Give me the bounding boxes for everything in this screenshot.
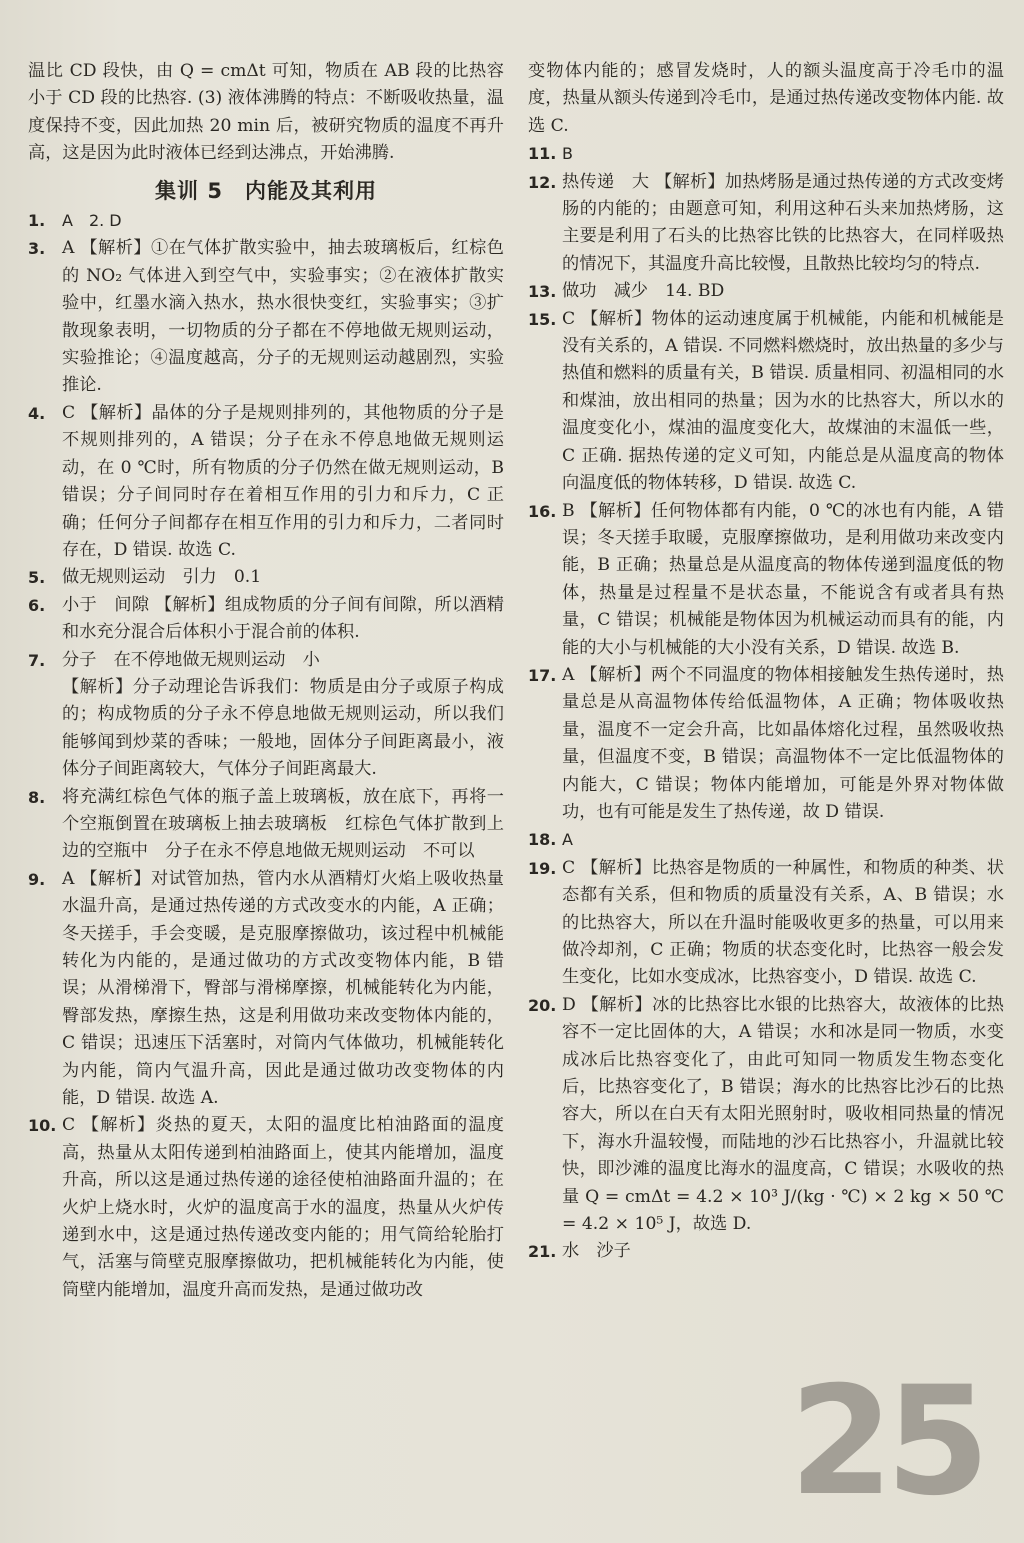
item-number: 8. — [28, 787, 46, 807]
item-number: 10. — [28, 1116, 57, 1136]
item-text: C 【解析】比热容是物质的一种属性，和物质的种类、状态都有关系，但和物质的质量没有关系，A、B 错误；水的比热容大，所以在升温时能吸收更多的热量，可以用来做冷却剂，C 正确；物质的状态变化时，比热容一般会发生变化，比如水变成冰，比热容变小，D 错误. 故选 C. — [562, 857, 1004, 988]
answer-explanation — [28, 674, 504, 784]
item-text: 分子 在不停地做无规则运动 小 — [62, 649, 320, 670]
item-number: 7. — [28, 650, 46, 670]
item-number: 9. — [28, 869, 46, 889]
answer-item — [28, 235, 504, 399]
item-text: A 【解析】对试管加热，管内水从酒精灯火焰上吸收热量水温升高，是通过热传递的方式改变水的内能，A 正确；冬天搓手，手会变暖，是克服摩擦做功，该过程中机械能转化为内能的，是通过做功的方式改变物体内能，B 错误；从滑梯滑下，臀部与滑梯摩擦，机械能转化为内能，臀部发热，摩擦生热，这是利用做功来改变物体内能的，C 错误；迅速压下活塞时，对筒内气体做功，机械能转化为内能，筒内气温升高，因此是通过做功改变物体的内能，D 错误. 故选 A. — [62, 868, 504, 1109]
item-text: C 【解析】物体的运动速度属于机械能，内能和机械能是没有关系的，A 错误. 不同燃料燃烧时，放出热量的多少与热值和燃料的质量有关，B 错误. 质量相同、初温相同的水和煤油，放出相同的热量；因为水的比热容大，所以水的温度变化小，煤油的温度变化大，故煤油的末温低一些，C 正确. 据热传递的定义可知，内能总是从温度高的物体向温度低的物体转移，D 错误. 故选 C. — [562, 308, 1004, 494]
answer-item — [528, 855, 1004, 992]
item-text: A 【解析】两个不同温度的物体相接触发生热传递时，热量总是从高温物体传给低温物体，A 正确；物体吸收热量，温度不一定会升高，比如晶体熔化过程，虽然吸收热量，但温度不变，B 错误；高温物体不一定比低温物体的内能大，C 错误；物体内能增加，可能是外界对物体做功，也有可能是发生了热传递，故 D 错误. — [562, 664, 1004, 822]
item-number: 20. — [528, 995, 557, 1015]
item-text: A 2. D — [62, 211, 122, 231]
right-column — [528, 58, 1004, 1266]
item-text: 小于 间隙 【解析】组成物质的分子间有间隙，所以酒精和水充分混合后体积小于混合前的体积. — [62, 594, 504, 643]
answer-item — [528, 826, 1004, 854]
answer-item — [528, 140, 1004, 168]
item-number: 5. — [28, 568, 46, 588]
answer-item — [28, 564, 504, 591]
item-text: 热传递 大 【解析】加热烤肠是通过热传递的方式改变烤肠的内能的；由题意可知，利用这种石头来加热烤肠，这主要是利用了石头的比热容比铁的比热容大，在同样吸热的情况下，其温度升高比较慢，且散热比较均匀的特点. — [562, 171, 1004, 274]
page-number: 25 — [789, 1355, 982, 1529]
item-number: 16. — [528, 501, 557, 521]
item-number: 13. — [528, 282, 557, 302]
answer-item — [28, 1112, 504, 1304]
item-text: B — [562, 144, 573, 164]
answer-item — [528, 992, 1004, 1239]
answer-item — [28, 207, 504, 235]
item-number: 21. — [528, 1242, 557, 1262]
item-text: 【解析】分子动理论告诉我们：物质是由分子或原子构成的；构成物质的分子永不停息地做无规则运动，所以我们能够闻到炒菜的香味；一般地，固体分子间距离最小，液体分子间距离较大，气体分子间距离最大. — [62, 676, 504, 780]
answer-item — [528, 662, 1004, 826]
item-text: C 【解析】晶体的分子是规则排列的，其他物质的分子是不规则排列的，A 错误；分子在永不停息地做无规则运动，在 0 ℃时，所有物质的分子仍然在做无规则运动，B 错误；分子间同时存在着相互作用的引力和斥力，C 正确；任何分子间都存在相互作用的引力和斥力，二者同时存在，D 错误. 故选 C. — [62, 402, 504, 560]
section-title: 集训 5 内能及其利用 — [155, 178, 377, 203]
item-number: 12. — [528, 172, 557, 192]
item-text: B 【解析】任何物体都有内能，0 ℃的冰也有内能，A 错误；冬天搓手取暖，克服摩擦做功，是利用做功来改变内能，B 正确；热量总是从温度高的物体传递到温度低的物体，热量是过程量不是状态量，不能说含有或者具有热量，C 错误；机械能是物体因为机械运动而具有的能，内能的大小与机械能的大小没有关系，D 错误. 故选 B. — [562, 500, 1004, 658]
answer-item — [28, 866, 504, 1113]
item-text: D 【解析】冰的比热容比水银的比热容大，故液体的比热容不一定比固体的大，A 错误；水和冰是同一物质，水变成冰后比热容变化了，由此可知同一物质发生物态变化后，比热容变化了，B 错误；海水的比热容比沙石的比热容大，所以在白天有太阳光照射时，吸收相同热量的情况下，海水升温较慢，而陆地的沙石比热容小，升温就比较快，即沙滩的温度比海水的温度高，C 错误；水吸收的热量 Q = cmΔt = 4.2 × 10³ J/(kg · ℃) × 2 kg × 50 ℃ = 4.2 × 10⁵ J，故选 D. — [562, 994, 1004, 1235]
continued-paragraph: 温比 CD 段快，由 Q = cmΔt 可知，物质在 AB 段的比热容小于 CD 段的比热容. (3) 液体沸腾的特点：不断吸收热量，温度保持不变，因此加热 20 min 后，被研究物质的温度不再升高，这是因为此时液体已经到达沸点，开始沸腾. — [28, 61, 504, 164]
item-text: C 【解析】炎热的夏天，太阳的温度比柏油路面的温度高，热量从太阳传递到柏油路面上，使其内能增加，温度升高，所以这是通过热传递的途径使柏油路面升温的；在火炉上烧水时，火炉的温度高于水的温度，热量从火炉传递到水中，这是通过热传递改变内能的；用气筒给轮胎打气，活塞与筒壁克服摩擦做功，把机械能转化为内能，使筒壁内能增加，温度升高而发热，是通过做功改 — [62, 1115, 504, 1300]
item-number: 11. — [528, 144, 557, 164]
left-column — [28, 58, 504, 1304]
answer-item — [528, 306, 1004, 498]
answer-item — [528, 1238, 1004, 1265]
item-number: 4. — [28, 403, 46, 423]
item-number: 15. — [528, 309, 557, 329]
item-number: 17. — [528, 665, 557, 685]
answer-item — [28, 592, 504, 647]
answer-item — [528, 169, 1004, 279]
item-number: 6. — [28, 595, 46, 615]
item-text: 做功 减少 14. BD — [562, 281, 725, 302]
item-text: 做无规则运动 引力 0.1 — [62, 567, 262, 588]
item-text: A — [562, 830, 573, 850]
item-text: 将充满红棕色气体的瓶子盖上玻璃板，放在底下，再将一个空瓶倒置在玻璃板上抽去玻璃板 红棕色气体扩散到上边的空瓶中 分子在永不停息地做无规则运动 不可以 — [62, 786, 504, 862]
continued-paragraph: 变物体内能的；感冒发烧时，人的额头温度高于冷毛巾的温度，热量从额头传递到冷毛巾，是通过热传递改变物体内能. 故选 C. — [528, 61, 1004, 136]
item-number: 3. — [28, 239, 46, 259]
answer-item — [528, 278, 1004, 305]
answer-item — [28, 400, 504, 564]
item-number: 19. — [528, 858, 557, 878]
item-number: 1. — [28, 211, 46, 231]
answer-item — [28, 784, 504, 866]
item-text: 水 沙子 — [562, 1241, 631, 1262]
answer-item — [528, 498, 1004, 662]
answer-item — [28, 647, 504, 674]
item-text: A 【解析】①在气体扩散实验中，抽去玻璃板后，红棕色的 NO₂ 气体进入到空气中，实验事实；②在液体扩散实验中，红墨水滴入热水，热水很快变红，实验事实；③扩散现象表明，一切物质的分子都在不停地做无规则运动，实验推论；④温度越高，分子的无规则运动越剧烈，实验推论. — [62, 238, 504, 396]
item-number: 18. — [528, 830, 557, 850]
